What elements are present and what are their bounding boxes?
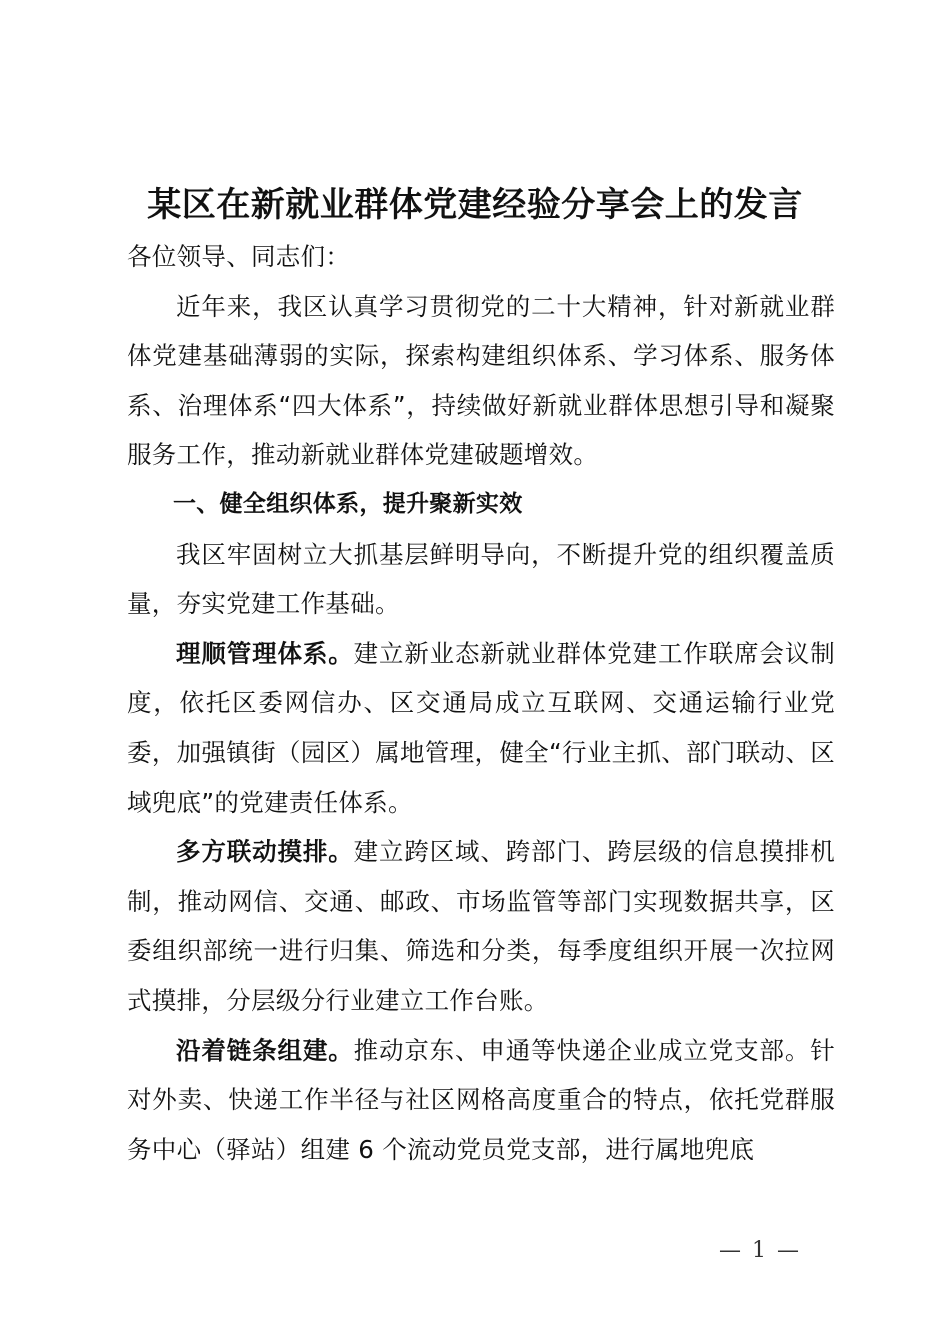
section-intro-paragraph: 我区牢固树立大抓基层鲜明导向，不断提升党的组织覆盖质量，夯实党建工作基础。 <box>127 539 835 619</box>
document-body <box>127 232 835 1174</box>
intro-paragraph: 近年来，我区认真学习贯彻党的二十大精神，针对新就业群体党建基础薄弱的实际，探索构建组织体系、学习体系、服务体系、治理体系“四大体系”，持续做好新就业群体思想引导和凝聚服务工作，推动新就业群体党建破题增效。 <box>127 291 835 470</box>
paragraph-lead: 沿着链条组建。 <box>176 1035 354 1065</box>
paragraph-lead: 理顺管理体系。 <box>176 638 354 668</box>
document-title: 某区在新就业群体党建经验分享会上的发言 <box>147 185 803 225</box>
salutation: 各位领导、同志们： <box>127 242 351 271</box>
page-number: — 1 — <box>719 1238 801 1263</box>
paragraph-text: 建立跨区域、跨部门、跨层级的信息摸排机制，推动网信、交通、邮政、市场监管等部门实现数据共享，区委组织部统一进行归集、筛选和分类，每季度组织开展一次拉网式摸排，分层级分行业建立工作台账。 <box>127 837 835 1015</box>
paragraph-text: 推动京东、申通等快递企业成立党支部。针对外卖、快递工作半径与社区网格高度重合的特点，依托党群服务中心（驿站）组建 6 个流动党员党支部，进行属地兜底 <box>127 1035 835 1164</box>
section-heading: 一、健全组织体系，提升聚新实效 <box>173 490 523 517</box>
paragraph-management-system <box>127 629 835 827</box>
paragraph-joint-survey <box>127 827 835 1025</box>
paragraph-lead: 多方联动摸排。 <box>176 837 354 867</box>
paragraph-text: 建立新业态新就业群体党建工作联席会议制度，依托区委网信办、区交通局成立互联网、交通运输行业党委，加强镇街（园区）属地管理，健全“行业主抓、部门联动、区域兜底”的党建责任体系。 <box>127 638 835 817</box>
paragraph-chain-building <box>127 1026 835 1175</box>
